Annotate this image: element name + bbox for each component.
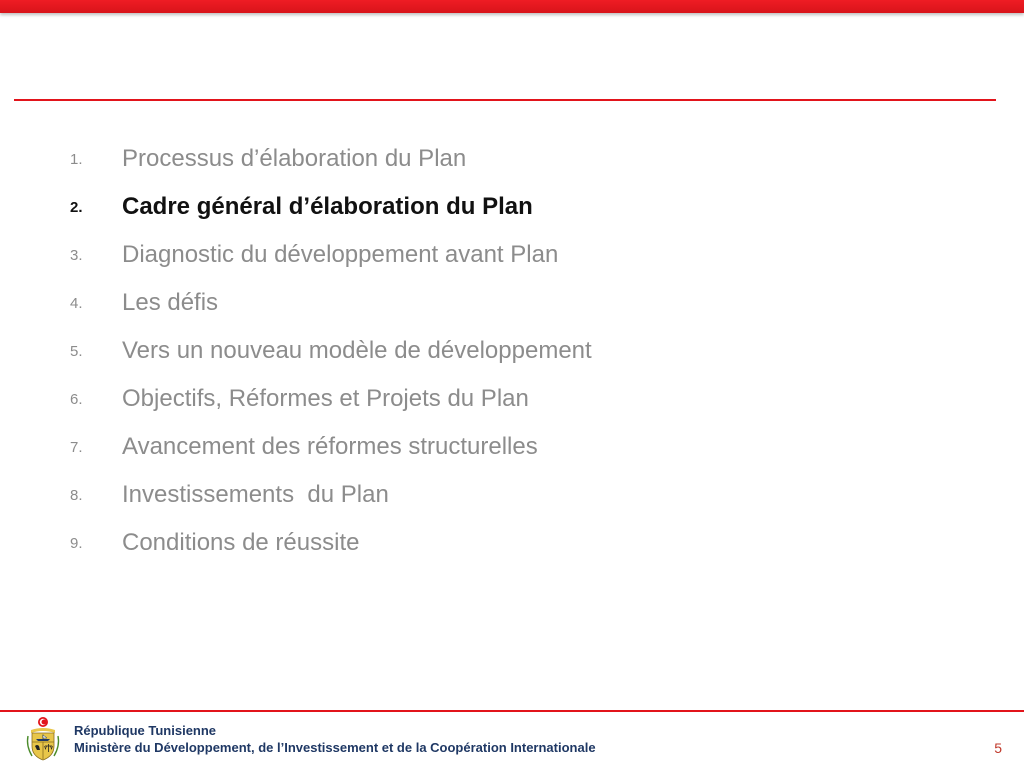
tunisia-coat-of-arms-icon bbox=[25, 716, 61, 762]
agenda-item-6 bbox=[70, 375, 592, 423]
agenda-item-text: Processus d’élaboration du Plan bbox=[122, 145, 467, 172]
footer-divider bbox=[0, 710, 1024, 712]
top-red-bar bbox=[0, 0, 1024, 13]
agenda-item-number: 4. bbox=[70, 294, 83, 312]
agenda-item-7 bbox=[70, 423, 592, 471]
agenda-item-number: 1. bbox=[70, 150, 83, 168]
agenda-item-number: 3. bbox=[70, 246, 83, 264]
agenda-item-5 bbox=[70, 327, 592, 375]
agenda-item-1 bbox=[70, 135, 592, 183]
agenda-list bbox=[70, 135, 592, 567]
agenda-item-2 bbox=[70, 183, 592, 231]
footer-institution bbox=[74, 722, 596, 756]
agenda-item-4 bbox=[70, 279, 592, 327]
footer-ministry: Ministère du Développement, de l’Investissement et de la Coopération Internationale bbox=[74, 740, 596, 755]
agenda-item-text: Vers un nouveau modèle de développement bbox=[122, 337, 592, 364]
agenda-item-text: Cadre général d’élaboration du Plan bbox=[122, 193, 533, 220]
agenda-item-number: 2. bbox=[70, 198, 83, 216]
agenda-item-number: 5. bbox=[70, 342, 83, 360]
agenda-item-3 bbox=[70, 231, 592, 279]
agenda-item-8 bbox=[70, 471, 592, 519]
footer-country: République Tunisienne bbox=[74, 723, 217, 738]
agenda-item-9 bbox=[70, 519, 592, 567]
agenda-item-number: 6. bbox=[70, 390, 83, 408]
agenda-item-number: 8. bbox=[70, 486, 83, 504]
agenda-item-text: Les défis bbox=[122, 289, 219, 316]
agenda-item-text: Diagnostic du développement avant Plan bbox=[122, 241, 559, 268]
agenda-item-text: Investissements du Plan bbox=[122, 481, 389, 508]
agenda-item-text: Conditions de réussite bbox=[122, 529, 360, 556]
page-number: 5 bbox=[994, 740, 1002, 756]
agenda-item-text: Avancement des réformes structurelles bbox=[122, 433, 538, 460]
title-divider bbox=[14, 99, 996, 101]
agenda-item-number: 7. bbox=[70, 438, 83, 456]
agenda-item-number: 9. bbox=[70, 534, 83, 552]
agenda-item-text: Objectifs, Réformes et Projets du Plan bbox=[122, 385, 529, 412]
